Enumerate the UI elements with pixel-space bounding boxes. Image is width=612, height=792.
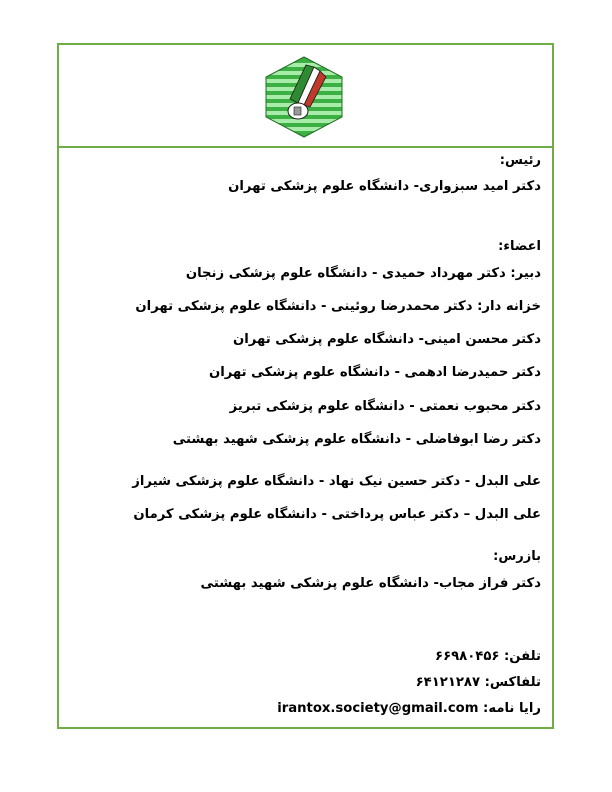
member-entry: خزانه دار: دکتر محمدرضا روئینی - دانشگاه علوم پزشکی تهران — [135, 299, 541, 314]
society-logo-icon — [262, 55, 346, 139]
phone-line — [435, 648, 541, 666]
president-heading: رئیس: — [499, 153, 541, 168]
fax-value: ۶۴۱۲۱۲۸۷ — [415, 675, 481, 690]
member-entry: دکتر محسن امینی- دانشگاه علوم پزشکی تهران — [233, 332, 541, 347]
fax-line — [416, 674, 541, 692]
member-entry: دکتر رضا ابوفاضلی - دانشگاه علوم پزشکی شهید بهشتی — [172, 432, 541, 447]
president-entry: دکتر امید سبزواری- دانشگاه علوم پزشکی تهران — [228, 179, 541, 194]
phone-value: ۶۶۹۸۰۴۵۶ — [435, 649, 500, 664]
alternate-entry: علی البدل – دکتر عباس پرداختی - دانشگاه علوم پزشکی کرمان — [133, 507, 541, 522]
inspector-heading: بازرس: — [493, 549, 541, 564]
email-label: رایا نامه: — [483, 701, 541, 716]
member-entry: دکتر حمیدرضا ادهمی - دانشگاه علوم پزشکی تهران — [208, 365, 541, 380]
alternate-entry: علی البدل - دکتر حسین نیک نهاد - دانشگاه علوم پزشکی شیراز — [132, 474, 541, 489]
member-entry: دکتر محبوب نعمتی - دانشگاه علوم پزشکی تبریز — [229, 399, 541, 414]
logo-header — [59, 45, 552, 148]
members-heading: اعضاء: — [498, 239, 541, 254]
phone-label: تلفن: — [504, 649, 541, 664]
inspector-entry: دکتر فراز مجاب- دانشگاه علوم پزشکی شهید بهشتی — [200, 576, 541, 591]
email-link[interactable]: irantox.society@gmail.com — [277, 701, 479, 716]
email-line — [277, 700, 541, 718]
member-entry: دبیر: دکتر مهرداد حمیدی - دانشگاه علوم پزشکی زنجان — [185, 266, 541, 281]
document-frame — [57, 43, 554, 729]
fax-label: تلفاکس: — [484, 675, 541, 690]
